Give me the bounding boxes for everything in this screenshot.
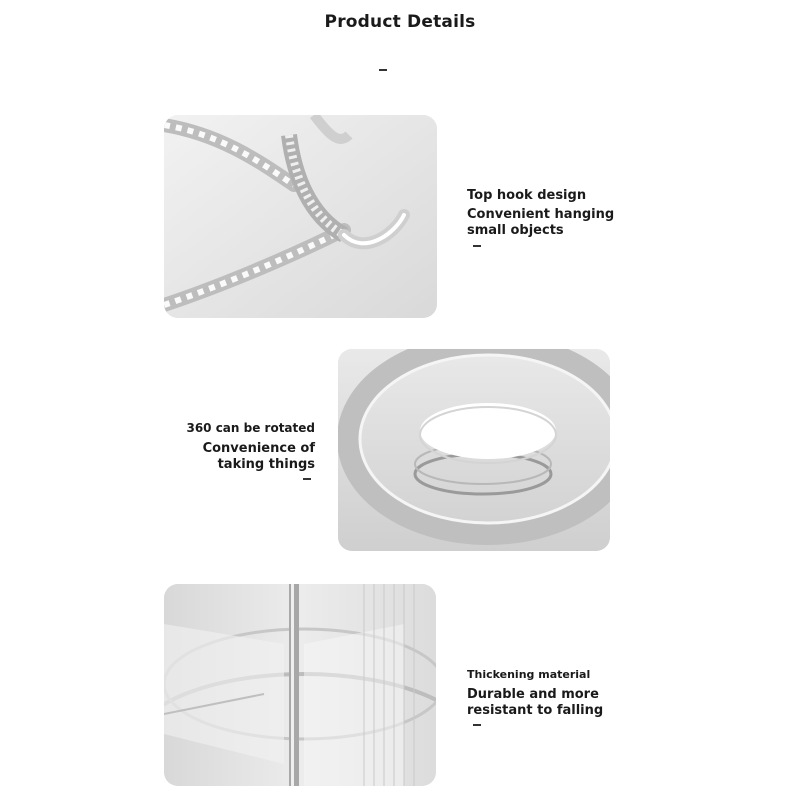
feature-material-divider xyxy=(473,724,481,726)
feature-hook-line-2: small objects xyxy=(467,223,564,238)
feature-material-line-2: resistant to falling xyxy=(467,703,604,718)
feature-rotate-divider xyxy=(303,478,311,480)
feature-rotate xyxy=(160,420,315,473)
feature-hook-heading: Top hook design xyxy=(467,188,587,203)
page-title: Product Details xyxy=(324,12,476,32)
rotating-base-photo xyxy=(338,349,610,551)
feature-material-heading: Thickening material xyxy=(467,668,591,681)
hook-photo xyxy=(164,115,437,318)
feature-rotate-line-1: Convenience of xyxy=(202,441,315,456)
compartments-photo xyxy=(164,584,436,786)
feature-rotate-line-2: taking things xyxy=(217,457,315,472)
feature-material-line-1: Durable and more xyxy=(467,687,599,702)
title-divider xyxy=(379,69,387,71)
feature-material xyxy=(467,668,603,719)
feature-hook-divider xyxy=(473,245,481,247)
feature-rotate-heading: 360 can be rotated xyxy=(186,421,315,435)
feature-hook xyxy=(467,187,614,239)
feature-hook-line-1: Convenient hanging xyxy=(467,207,615,222)
